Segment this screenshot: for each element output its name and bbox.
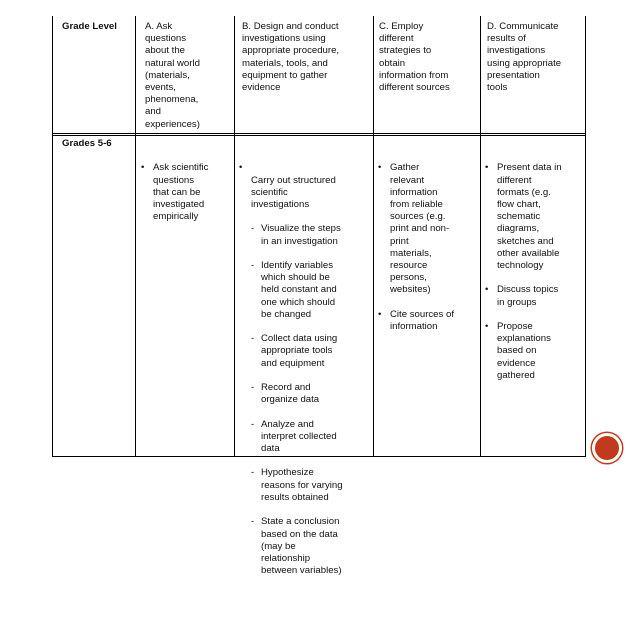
col-c-list bbox=[376, 138, 480, 358]
competency-table bbox=[52, 16, 586, 577]
col-a-list bbox=[139, 138, 233, 248]
column-divider bbox=[480, 16, 481, 457]
list-item: • Present data in different formats (e.g. flow chart, schematic diagrams, sketches and other available technology bbox=[483, 162, 587, 272]
sub-list-item: - Identify variables which should be held constant and one which should be changed bbox=[251, 260, 373, 321]
sub-list-item: - Collect data using appropriate tools and equipment bbox=[251, 333, 373, 370]
col-b-list bbox=[237, 138, 373, 626]
sub-list-item: - Visualize the steps in an investigation bbox=[251, 223, 373, 247]
sub-list bbox=[251, 211, 373, 589]
row-grade-label: Grades 5-6 bbox=[62, 138, 112, 149]
list-item: • Ask scientific questions that can be investigated empirically bbox=[139, 162, 233, 223]
sub-list-item: - Analyze and interpret collected data bbox=[251, 419, 373, 456]
list-item-main: Carry out structured scientific investigations bbox=[251, 174, 336, 211]
sub-list-item: - Hypothesize reasons for varying results obtained bbox=[251, 467, 373, 504]
col-d-list bbox=[483, 138, 587, 406]
header-col-c: C. Employ different strategies to obtain information from different sources bbox=[379, 21, 450, 94]
slide-badge-icon bbox=[592, 433, 622, 463]
list-item: • Propose explanations based on evidence gathered bbox=[483, 321, 587, 382]
column-divider bbox=[234, 16, 235, 457]
header-col-a: A. Ask questions about the natural world (materials, events, phenomena, and experiences) bbox=[145, 21, 200, 130]
sub-list-item: - State a conclusion based on the data (may be relationship between variables) bbox=[251, 516, 373, 577]
column-divider bbox=[135, 16, 136, 457]
sub-list-item: - Record and organize data bbox=[251, 382, 373, 406]
list-item: • Cite sources of information bbox=[376, 309, 480, 333]
list-item: • Gather relevant information from reliable sources (e.g. print and non- print materials, resource persons, websites) bbox=[376, 162, 480, 296]
list-item bbox=[237, 162, 373, 601]
list-item: • Discuss topics in groups bbox=[483, 284, 587, 308]
column-divider bbox=[373, 16, 374, 457]
header-col-d: D. Communicate results of investigations using appropriate presentation tools bbox=[487, 21, 562, 94]
header-col-b: B. Design and conduct investigations using appropriate procedure, materials, tools, and equipment to gather evidence bbox=[242, 21, 340, 94]
header-divider bbox=[53, 133, 585, 136]
header-grade-level: Grade Level bbox=[62, 21, 117, 32]
